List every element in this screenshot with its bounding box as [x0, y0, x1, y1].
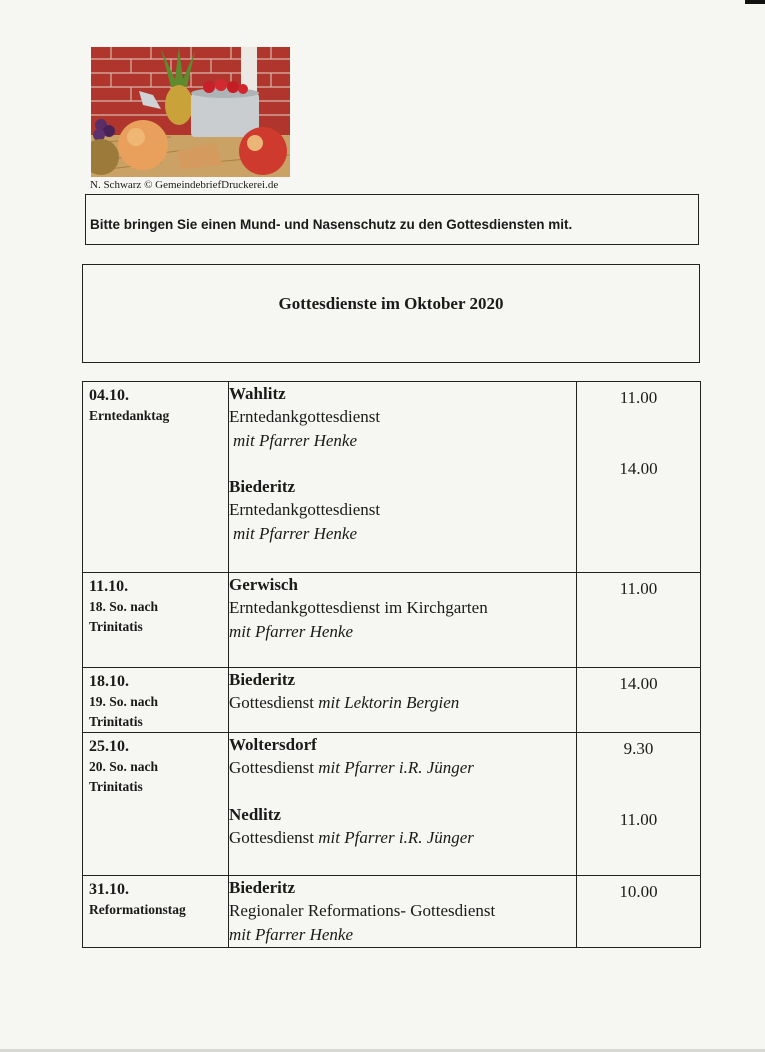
officiant: mit Pfarrer i.R. Jünger: [318, 828, 474, 847]
service-type: Gottesdienst: [229, 828, 314, 847]
service-date: 18.10.: [89, 673, 129, 690]
service-time: 14.00: [619, 459, 658, 478]
officiant: mit Pfarrer Henke: [229, 622, 354, 641]
occasion-label: Erntedanktag: [89, 408, 170, 423]
service-type: Erntedankgottesdienst: [229, 500, 381, 519]
service-cell: [229, 382, 577, 573]
place-name: Biederitz: [229, 477, 296, 496]
service-type: Erntedankgottesdienst im Kirchgarten: [229, 598, 488, 617]
service-time: 9.30: [623, 739, 654, 758]
date-cell: [83, 876, 229, 948]
place-name: Woltersdorf: [229, 735, 317, 754]
service-date: 25.10.: [89, 738, 129, 755]
table-row: [83, 382, 701, 573]
date-cell: [83, 382, 229, 573]
service-date: 11.10.: [89, 578, 129, 595]
service-date: 31.10.: [89, 881, 129, 898]
occasion-label: 20. So. nach: [89, 759, 159, 774]
time-cell: [577, 733, 701, 876]
occasion-label: 19. So. nach: [89, 694, 159, 709]
date-cell: [83, 573, 229, 668]
service-cell: [229, 573, 577, 668]
place-name: Gerwisch: [229, 575, 298, 594]
officiant: mit Pfarrer Henke: [233, 524, 358, 543]
time-cell: [577, 382, 701, 573]
place-name: Nedlitz: [229, 805, 281, 824]
service-type: Regionaler Reformations- Gottesdienst: [229, 901, 496, 920]
harvest-photo: [91, 47, 290, 177]
service-time: 10.00: [619, 882, 658, 901]
occasion-label: Trinitatis: [89, 779, 143, 794]
title-box: [82, 264, 700, 363]
service-schedule-table: [82, 381, 701, 948]
table-row: [83, 733, 701, 876]
occasion-label: 18. So. nach: [89, 599, 159, 614]
photo-credit: N. Schwarz © GemeindebriefDruckerei.de: [90, 179, 279, 191]
service-type: Gottesdienst: [229, 758, 314, 777]
place-name: Biederitz: [229, 878, 296, 897]
service-time: 14.00: [619, 674, 658, 693]
table-row: [83, 668, 701, 733]
officiant: mit Pfarrer i.R. Jünger: [318, 758, 474, 777]
occasion-label: Trinitatis: [89, 714, 143, 729]
time-cell: [577, 876, 701, 948]
officiant: mit Lektorin Bergien: [318, 693, 460, 712]
occasion-label: Reformationstag: [89, 902, 186, 917]
table-row: [83, 876, 701, 948]
service-time: 11.00: [619, 810, 658, 829]
service-cell: [229, 876, 577, 948]
scan-edge-mark: [745, 0, 765, 4]
service-time: 11.00: [619, 388, 658, 407]
officiant: mit Pfarrer Henke: [229, 925, 354, 944]
service-type: Erntedankgottesdienst: [229, 407, 381, 426]
place-name: Biederitz: [229, 670, 296, 689]
officiant: mit Pfarrer Henke: [233, 431, 358, 450]
date-cell: [83, 733, 229, 876]
service-cell: [229, 668, 577, 733]
mask-notice-text: Bitte bringen Sie einen Mund- und Nasenschutz zu den Gottesdiensten mit.: [90, 217, 573, 232]
service-cell: [229, 733, 577, 876]
occasion-label: Trinitatis: [89, 619, 143, 634]
time-cell: [577, 668, 701, 733]
date-cell: [83, 668, 229, 733]
page-title: Gottesdienste im Oktober 2020: [278, 294, 504, 313]
table-row: [83, 573, 701, 668]
service-type: Gottesdienst: [229, 693, 314, 712]
service-time: 11.00: [619, 579, 658, 598]
mask-notice-box: [85, 194, 699, 245]
place-name: Wahlitz: [229, 384, 286, 403]
time-cell: [577, 573, 701, 668]
service-date: 04.10.: [89, 387, 129, 404]
